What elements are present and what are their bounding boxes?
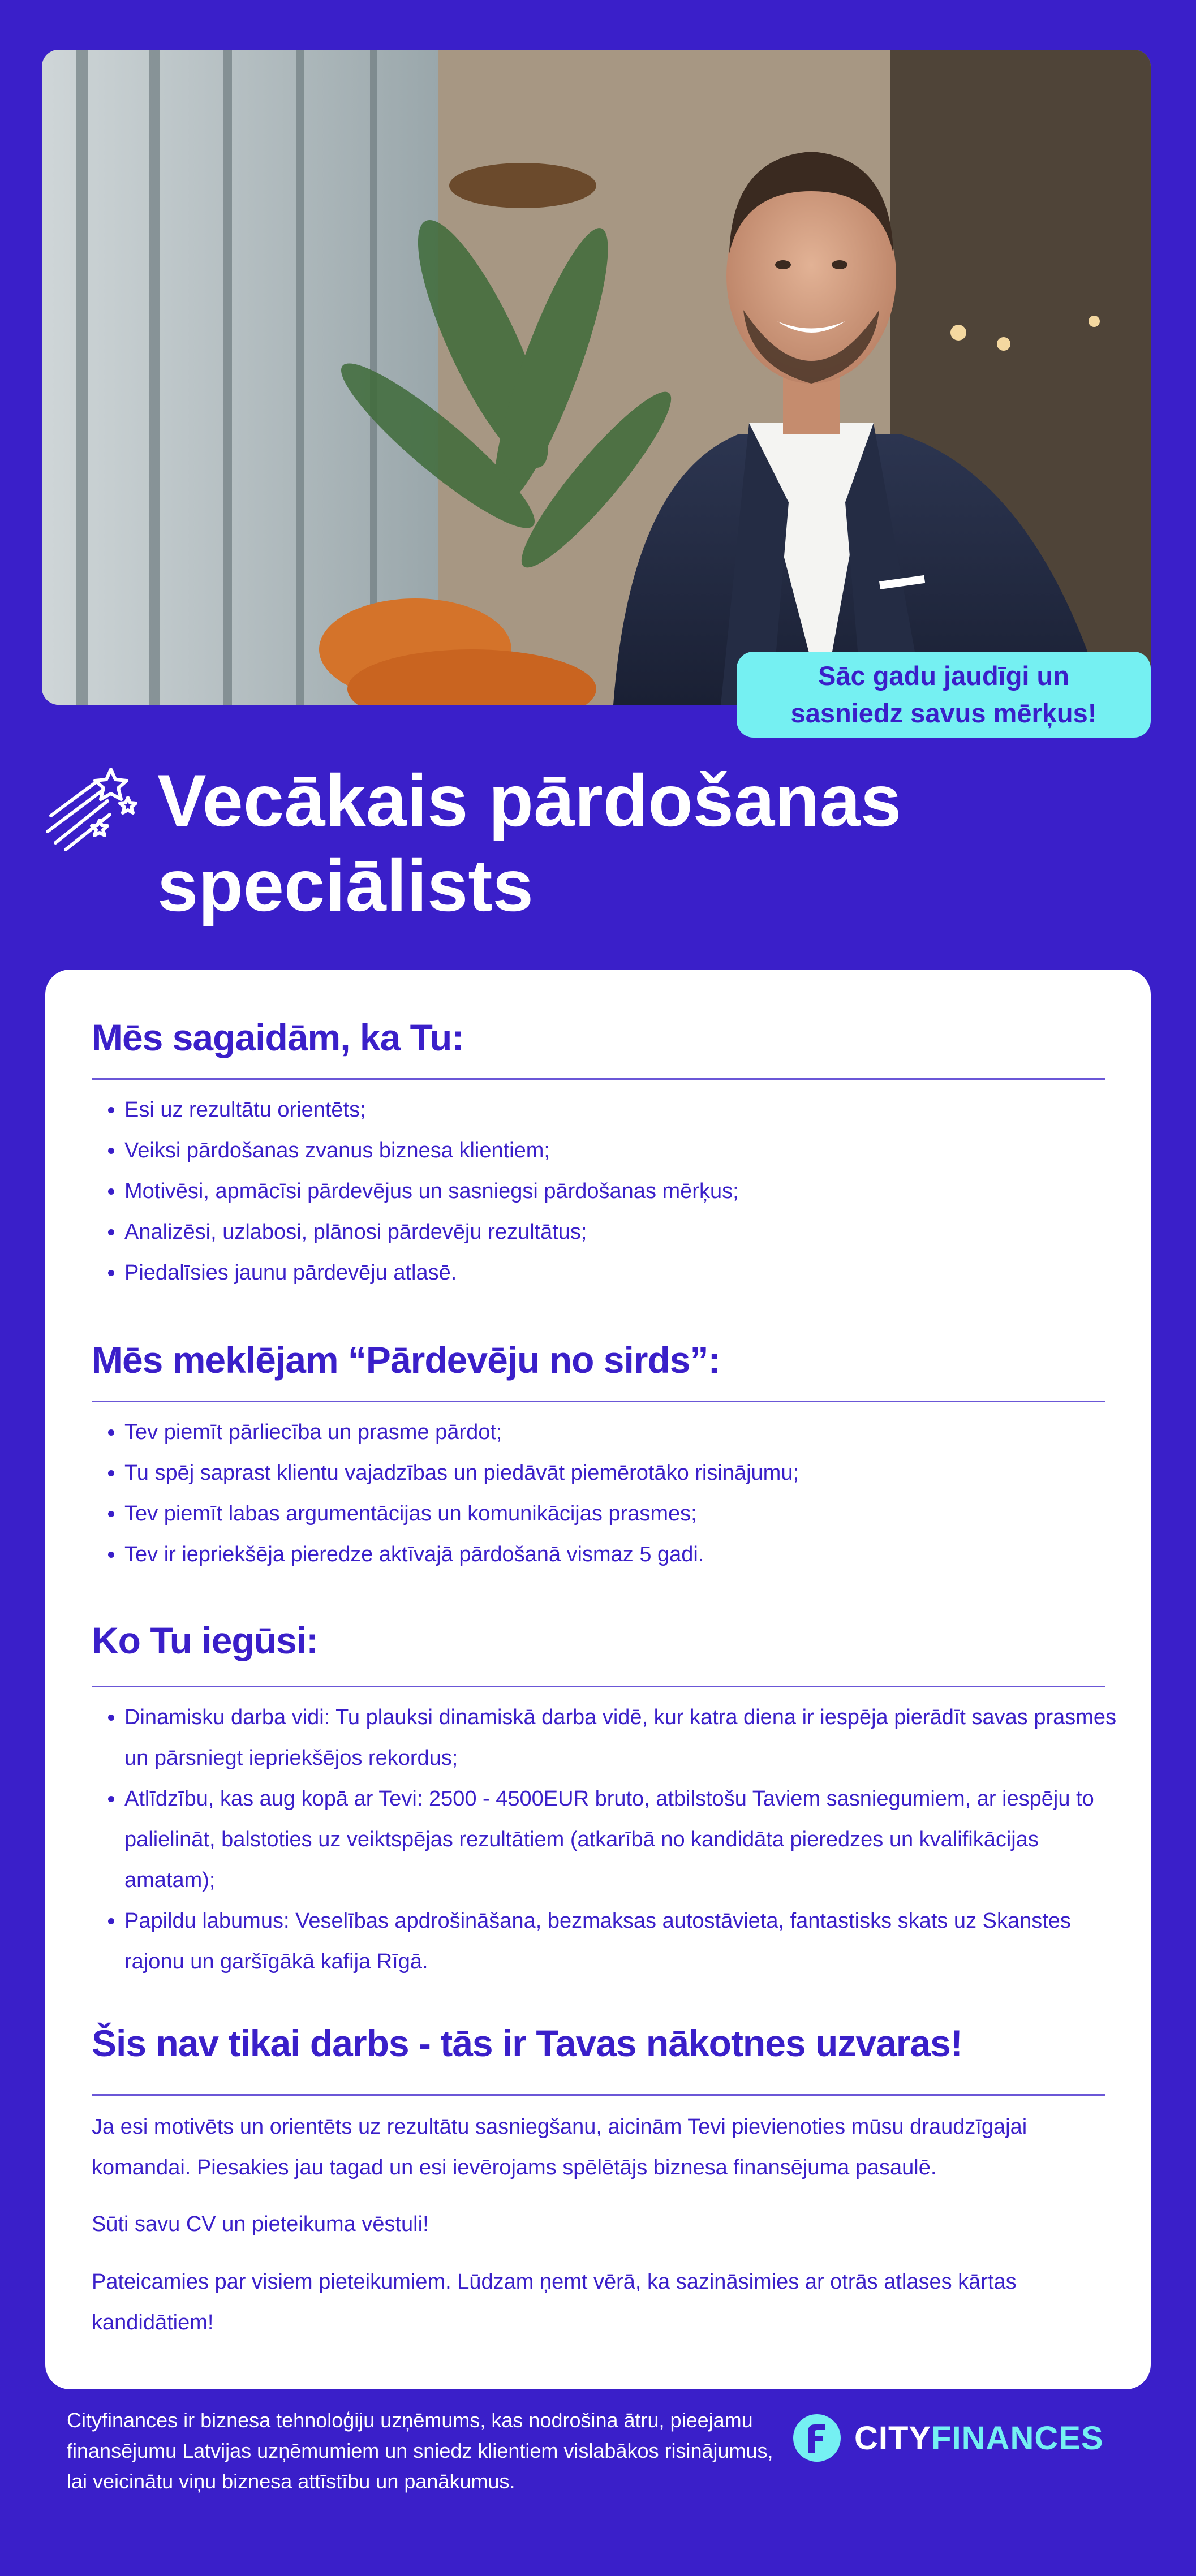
expect-list	[92, 1089, 1132, 1293]
list-item: • Analizēsi, uzlabosi, plānosi pārdevēju rezultātus;	[124, 1212, 1132, 1252]
list-item: • Tev piemīt pārliecība un prasme pārdot;	[124, 1412, 1132, 1453]
hero-photo	[42, 50, 1151, 705]
benefits-list	[92, 1697, 1132, 1982]
section-title-benefits: Ko Tu iegūsi:	[92, 1619, 319, 1661]
list-item: • Tev piemīt labas argumentācijas un komunikācijas prasmes;	[124, 1493, 1132, 1534]
list-item: • Tev ir iepriekšēja pieredze aktīvajā pārdošanā vismaz 5 gadi.	[124, 1534, 1132, 1575]
divider	[92, 2094, 1105, 2096]
cityfinances-logo	[792, 2411, 1143, 2465]
section-title-expect: Mēs sagaidām, ka Tu:	[92, 1016, 464, 1058]
list-item: • Esi uz rezultātu orientēts;	[124, 1089, 1132, 1130]
list-item: • Atlīdzību, kas aug kopā ar Tevi: 2500 - 4500EUR bruto, atbilstošu Taviem sasniegumiem, ar iespēju to palielināt, balstoties uz veiktspējas rezultātiem (atkarībā no kandidāta pieredzes un kvalifikācijas amatam);	[124, 1778, 1132, 1901]
cityfinances-logo-icon	[792, 2413, 842, 2463]
logo-text-city: CITY	[854, 2419, 932, 2457]
divider	[92, 1686, 1105, 1687]
section-title-future: Šis nav tikai darbs - tās ir Tavas nākotnes uzvaras!	[92, 2022, 962, 2064]
list-item: • Papildu labumus: Veselības apdrošināšana, bezmaksas autostāvieta, fantastisks skats uz Skanstes rajonu un garšīgākā kafija Rīgā.	[124, 1901, 1132, 1982]
divider	[92, 1078, 1105, 1080]
job-description-card	[45, 970, 1151, 2389]
logo-text-finances: FINANCES	[931, 2419, 1104, 2457]
office-scene-illustration	[42, 50, 1151, 705]
job-title: Vecākais pārdošanas speciālists	[157, 759, 902, 927]
hero-tagline-text: Sāc gadu jaudīgi un sasniedz savus mērķus!	[790, 661, 1097, 728]
list-item: • Motivēsi, apmācīsi pārdevējus un sasniegsi pārdošanas mērķus;	[124, 1171, 1132, 1212]
future-paragraph: Ja esi motivēts un orientēts uz rezultātu sasniegšanu, aicinām Tevi pievienoties mūsu draudzīgajai komandai. Piesakies jau tagad un esi ievērojams spēlētājs biznesa finansējuma pasaulē.	[92, 2115, 1027, 2179]
company-description: Cityfinances ir biznesa tehnoloģiju uzņēmums, kas nodrošina ātru, pieejamu finansējumu Latvijas uzņēmumiem un sniedz klientiem vislabākos risinājumus, lai veicinātu viņu biznesa attīstību un panākumus.	[67, 2409, 773, 2493]
shooting-stars-icon	[43, 758, 137, 854]
list-item: • Dinamisku darba vidi: Tu plauksi dinamiskā darba vidē, kur katra diena ir iespēja pierādīt savas prasmes un pārsniegt iepriekšējos rekordus;	[124, 1697, 1132, 1778]
seek-list	[92, 1412, 1132, 1575]
future-paragraph: Pateicamies par visiem pieteikumiem. Lūdzam ņemt vērā, ka sazināsimies ar otrās atlases kārtas kandidātiem!	[92, 2270, 1017, 2334]
divider	[92, 1401, 1105, 1402]
future-paragraph: Sūti savu CV un pieteikuma vēstuli!	[92, 2212, 429, 2236]
list-item: • Tu spēj saprast klientu vajadzības un piedāvāt piemērotāko risinājumu;	[124, 1453, 1132, 1493]
hero-tagline-badge	[737, 652, 1151, 738]
list-item: • Veiksi pārdošanas zvanus biznesa klientiem;	[124, 1130, 1132, 1171]
section-title-seek: Mēs meklējam “Pārdevēju no sirds”:	[92, 1339, 720, 1381]
list-item: • Piedalīsies jaunu pārdevēju atlasē.	[124, 1252, 1132, 1293]
